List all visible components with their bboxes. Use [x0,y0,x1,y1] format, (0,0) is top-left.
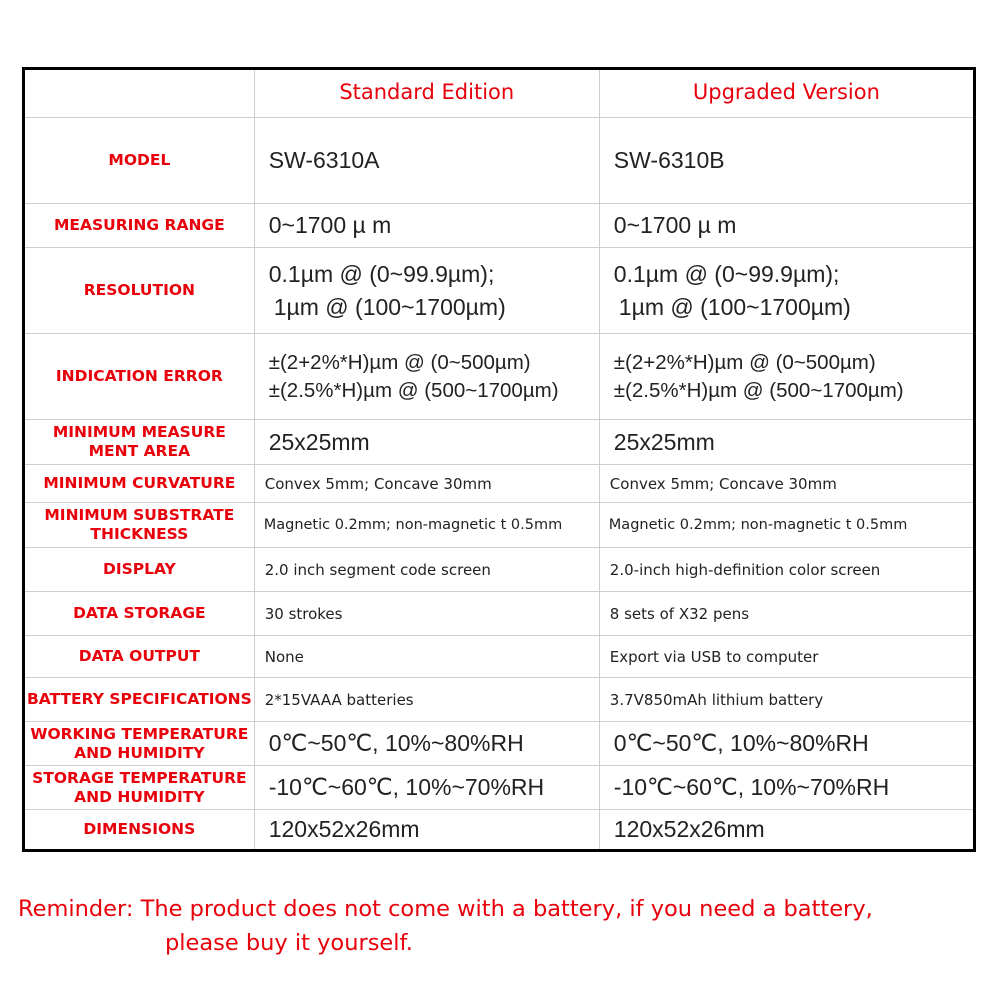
standard-resolution-line-1: 0.1µm @ (0~99.9µm); [268,260,495,287]
table-row-measuring-range [24,204,975,248]
upgraded-model-value: SW-6310B [599,118,974,204]
standard-working-temperature-value: 0℃~50℃, 10%~80%RH [254,722,599,766]
upgraded-indication-error-value [599,334,974,420]
upgraded-substrate-thickness-value: Magnetic 0.2mm; non-magnetic t 0.5mm [599,503,974,548]
row-label-minimum-substrate-thickness-line-1: MINIMUM SUBSTRATE [44,506,235,524]
row-label-storage-temperature [24,766,255,810]
row-label-data-output: DATA OUTPUT [24,636,255,678]
row-label-battery-specifications: BATTERY SPECIFICATIONS [24,678,255,722]
row-label-minimum-measurement-area-line-1: MINIMUM MEASURE [52,423,226,441]
table-row-storage-temperature [24,766,975,810]
row-label-storage-temperature-line-1: STORAGE TEMPERATURE [32,768,247,787]
table-row-display [24,548,975,592]
row-label-working-temperature-line-2: AND HUMIDITY [74,743,205,762]
table-row-model [24,118,975,204]
row-label-minimum-substrate-thickness-line-2: THICKNESS [90,525,189,543]
table-row-working-temperature [24,722,975,766]
row-label-minimum-substrate-thickness [24,503,255,548]
standard-minimum-area-value: 25x25mm [254,420,599,465]
table-row-battery-specifications [24,678,975,722]
row-label-resolution: RESOLUTION [24,248,255,334]
battery-reminder-note [18,892,988,960]
row-label-storage-temperature-line-2: AND HUMIDITY [74,787,205,806]
table-row-data-storage [24,592,975,636]
upgraded-measuring-range-value: 0~1700 µ m [599,204,974,248]
upgraded-minimum-curvature-value: Convex 5mm; Concave 30mm [599,465,974,503]
standard-data-output-value: None [254,636,599,678]
upgraded-storage-temperature-value: -10℃~60℃, 10%~70%RH [599,766,974,810]
row-label-data-storage: DATA STORAGE [24,592,255,636]
row-label-model: MODEL [24,118,255,204]
reminder-line-2: please buy it yourself. [165,930,413,956]
table-row-resolution [24,248,975,334]
spec-comparison-table [22,67,976,852]
upgraded-dimensions-value: 120x52x26mm [599,810,974,851]
upgraded-resolution-line-1: 0.1µm @ (0~99.9µm); [613,260,840,287]
standard-resolution-value [254,248,599,334]
row-label-minimum-measurement-area [24,420,255,465]
row-label-minimum-curvature: MINIMUM CURVATURE [24,465,255,503]
upgraded-working-temperature-value: 0℃~50℃, 10%~80%RH [599,722,974,766]
table-row-minimum-curvature [24,465,975,503]
standard-substrate-thickness-value: Magnetic 0.2mm; non-magnetic t 0.5mm [254,503,599,548]
standard-edition-heading: Standard Edition [254,69,599,118]
row-label-working-temperature-line-1: WORKING TEMPERATURE [30,724,249,743]
table-row-dimensions [24,810,975,851]
upgraded-version-heading: Upgraded Version [599,69,974,118]
upgraded-indication-error-line-1: ±(2+2%*H)µm @ (0~500µm) [613,350,876,374]
upgraded-display-value: 2.0-inch high-definition color screen [599,548,974,592]
upgraded-resolution-value [599,248,974,334]
reminder-line-1: Reminder: The product does not come with a battery, if you need a battery, [18,896,873,922]
row-label-display: DISPLAY [24,548,255,592]
upgraded-resolution-line-2: 1µm @ (100~1700µm) [618,293,851,320]
standard-battery-value: 2*15VAAA batteries [254,678,599,722]
standard-storage-temperature-value: -10℃~60℃, 10%~70%RH [254,766,599,810]
standard-dimensions-value: 120x52x26mm [254,810,599,851]
standard-minimum-curvature-value: Convex 5mm; Concave 30mm [254,465,599,503]
table-row-minimum-substrate-thickness [24,503,975,548]
standard-display-value: 2.0 inch segment code screen [254,548,599,592]
upgraded-minimum-area-value: 25x25mm [599,420,974,465]
upgraded-data-storage-value: 8 sets of X32 pens [599,592,974,636]
header-row [24,69,975,118]
row-label-working-temperature [24,722,255,766]
standard-resolution-line-2: 1µm @ (100~1700µm) [273,293,506,320]
row-label-dimensions: DIMENSIONS [24,810,255,851]
table-row-data-output [24,636,975,678]
standard-model-value: SW-6310A [254,118,599,204]
upgraded-indication-error-line-2: ±(2.5%*H)µm @ (500~1700µm) [613,378,904,402]
standard-indication-error-line-1: ±(2+2%*H)µm @ (0~500µm) [268,350,531,374]
standard-data-storage-value: 30 strokes [254,592,599,636]
row-label-measuring-range: MEASURING RANGE [24,204,255,248]
table-row-minimum-measurement-area [24,420,975,465]
row-label-minimum-measurement-area-line-2: MENT AREA [88,442,191,460]
header-corner-cell [24,69,255,118]
standard-measuring-range-value: 0~1700 µ m [254,204,599,248]
standard-indication-error-value [254,334,599,420]
row-label-indication-error: INDICATION ERROR [24,334,255,420]
standard-indication-error-line-2: ±(2.5%*H)µm @ (500~1700µm) [268,378,559,402]
upgraded-data-output-value: Export via USB to computer [599,636,974,678]
table-row-indication-error [24,334,975,420]
upgraded-battery-value: 3.7V850mAh lithium battery [599,678,974,722]
